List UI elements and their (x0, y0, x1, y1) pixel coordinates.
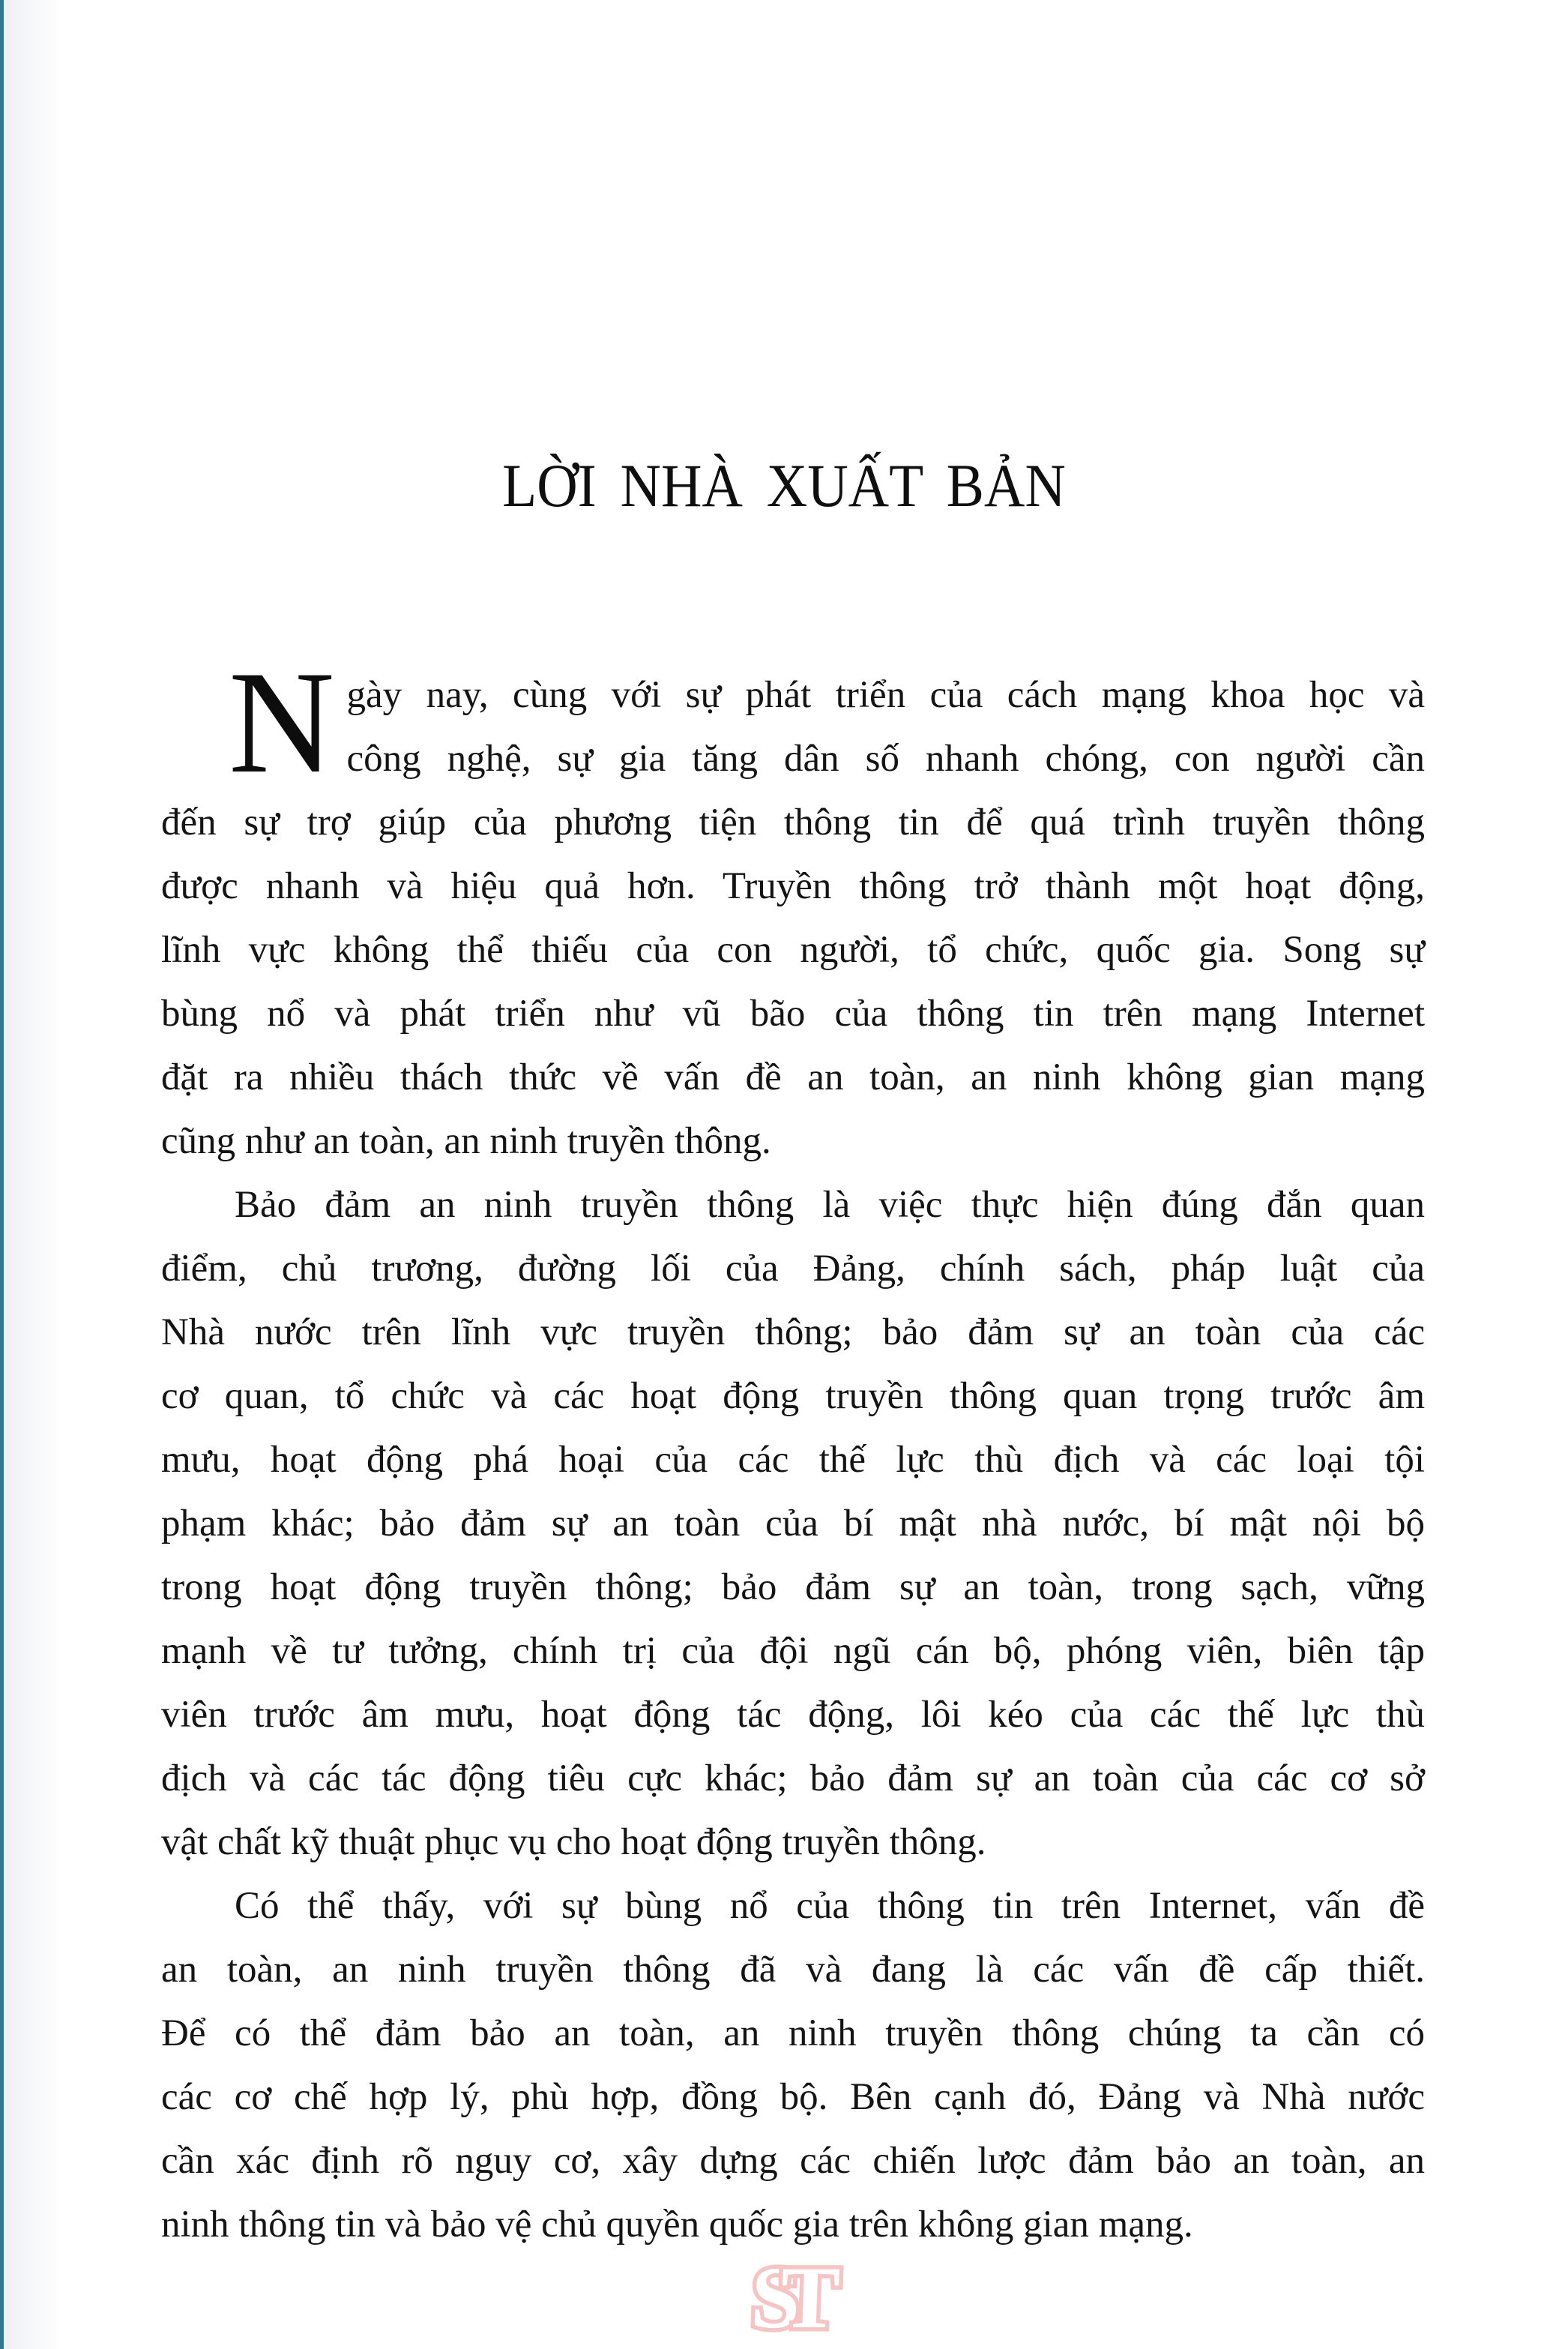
drop-cap: N (229, 641, 335, 804)
logo-letter-t: T (779, 2249, 822, 2347)
text-line: các cơ chế hợp lý, phù hợp, đồng bộ. Bên cạnh đó, Đảng và Nhà nước (161, 2076, 1425, 2118)
text-line: ninh thông tin và bảo vệ chủ quyền quốc gia trên không gian mạng. (161, 2204, 1193, 2246)
page-title: LỜI NHÀ XUẤT BẢN (502, 451, 1066, 520)
paragraph (161, 1874, 1425, 2257)
text-line: Để có thể đảm bảo an toàn, an ninh truyền thông chúng ta cần có (161, 2012, 1425, 2054)
text-line: Bảo đảm an ninh truyền thông là việc thực hiện đúng đắn quan (235, 1184, 1425, 1226)
text-line: bùng nổ và phát triển như vũ bão của thông tin trên mạng Internet (161, 993, 1425, 1035)
text-line: viên trước âm mưu, hoạt động tác động, lôi kéo của các thế lực thù (161, 1694, 1425, 1736)
text-line: mạnh về tư tưởng, chính trị của đội ngũ cán bộ, phóng viên, biên tập (161, 1630, 1425, 1672)
text-line: cơ quan, tổ chức và các hoạt động truyền thông quan trọng trước âm (161, 1375, 1425, 1417)
gutter-shadow (4, 0, 64, 2349)
text-line: gày nay, cùng với sự phát triển của cách mạng khoa học và (346, 674, 1425, 716)
text-line: lĩnh vực không thể thiếu của con người, tổ chức, quốc gia. Song sự (161, 929, 1425, 971)
text-line: điểm, chủ trương, đường lối của Đảng, chính sách, pháp luật của (161, 1248, 1425, 1290)
text-line: phạm khác; bảo đảm sự an toàn của bí mật nhà nước, bí mật nội bộ (161, 1503, 1425, 1545)
text-line: trong hoạt động truyền thông; bảo đảm sự an toàn, trong sạch, vững (161, 1566, 1425, 1608)
text-line: được nhanh và hiệu quả hơn. Truyền thông trở thành một hoạt động, (161, 865, 1425, 907)
text-line: đặt ra nhiều thách thức về vấn đề an toàn, an ninh không gian mạng (161, 1056, 1425, 1098)
text-line: công nghệ, sự gia tăng dân số nhanh chóng, con người cần (346, 738, 1425, 780)
text-line: an toàn, an ninh truyền thông đã và đang là các vấn đề cấp thiết. (161, 1949, 1425, 1991)
text-line: Có thể thấy, với sự bùng nổ của thông tin trên Internet, vấn đề (235, 1885, 1425, 1927)
paragraph (161, 641, 1425, 1173)
text-line: địch và các tác động tiêu cực khác; bảo đảm sự an toàn của các cơ sở (161, 1757, 1425, 1799)
paragraph (161, 1173, 1425, 1874)
logo-letter-s: S (749, 2249, 783, 2347)
text-line: vật chất kỹ thuật phục vụ cho hoạt động truyền thông. (161, 1821, 986, 1863)
publisher-st-logo (749, 2249, 822, 2347)
text-line: đến sự trợ giúp của phương tiện thông tin để quá trình truyền thông (161, 801, 1425, 843)
body-text (161, 641, 1425, 2257)
text-line: mưu, hoạt động phá hoại của các thế lực thù địch và các loại tội (161, 1439, 1425, 1481)
text-line: cần xác định rõ nguy cơ, xây dựng các chiến lược đảm bảo an toàn, an (161, 2140, 1425, 2182)
text-line: cũng như an toàn, an ninh truyền thông. (161, 1120, 771, 1162)
text-line: Nhà nước trên lĩnh vực truyền thông; bảo đảm sự an toàn của các (161, 1311, 1425, 1353)
